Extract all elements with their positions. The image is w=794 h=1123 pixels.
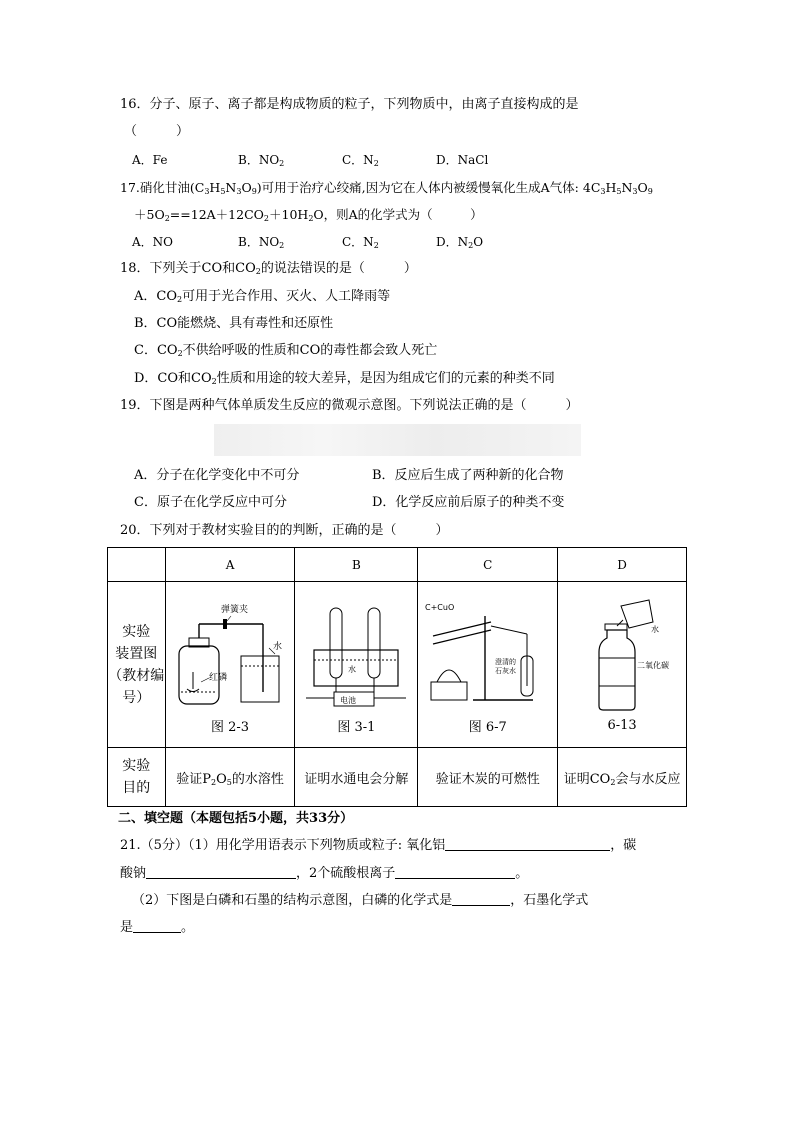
purpose-a: 验证$P_2O_5$的水溶性 — [165, 748, 295, 807]
col-header-b: B — [295, 548, 418, 582]
col-header-a: A — [165, 548, 295, 582]
q17-option-c: C．$N_2$ — [342, 235, 379, 250]
label-water-d: 水 — [651, 625, 660, 634]
q16-option-c: C．$N_2$ — [342, 153, 379, 168]
label-red-phosphorus: 红磷 — [209, 673, 228, 683]
answer-blank-graphite[interactable] — [133, 918, 181, 933]
purpose-b: 证明水通电会分解 — [295, 748, 418, 807]
label-limewater-1: 澄清的 — [494, 658, 516, 666]
q18-option-c: C．$CO_2$不供给呼吸的性质和CO的毒性都会致人死亡 — [134, 343, 438, 358]
col-header-d: D — [558, 548, 687, 582]
q19-stem: 19．下图是两种气体单质发生反应的微观示意图。下列说法正确的是（ ） — [120, 398, 579, 413]
label-c-cuo: C+CuO — [424, 603, 454, 612]
q17-option-d: D．$N_2O$ — [436, 235, 484, 250]
q17-stem-cont: $+5O_2==12A+12CO_2+10H_2O$，则A的化学式为（ ） — [134, 207, 483, 223]
table-row-purpose — [108, 748, 687, 807]
label-water-b: 水 — [348, 665, 357, 674]
table-row-apparatus — [108, 582, 687, 748]
label-carbon-dioxide: 二氧化碳 — [637, 661, 670, 670]
apparatus-cell-c — [418, 582, 558, 748]
q17-stem: 17.硝化甘油$(C_3H_5N_3O_9)$可用于治疗心绞痛,因为它在人体内被缓慢氧化生成A气体: $4C_3H_5N_3O_9$ — [120, 180, 653, 196]
label-battery: 电池 — [340, 696, 357, 705]
co2-bottle-figure — [567, 596, 677, 716]
q17-option-b: B．$NO_2$ — [238, 235, 285, 250]
q16-option-d: D．NaCl — [436, 153, 489, 167]
q19-option-c: C．原子在化学反应中可分 — [134, 495, 287, 510]
q18-option-a: A．$CO_2$可用于光合作用、灭火、人工降雨等 — [134, 289, 391, 304]
apparatus-cell-b — [295, 582, 418, 748]
q16-answer-paren: （ ） — [124, 124, 190, 139]
q19-option-a: A．分子在化学变化中不可分 — [134, 468, 300, 483]
label-limewater-2: 石灰水 — [494, 667, 516, 675]
purpose-d: 证明$CO_2$会与水反应 — [558, 748, 687, 807]
label-spring-clip: 弹簧夹 — [221, 605, 249, 615]
answer-blank-white-phosphorus[interactable] — [452, 891, 510, 906]
q19-reaction-diagram — [214, 424, 581, 456]
purpose-c: 验证木炭的可燃性 — [418, 748, 558, 807]
col-header-c: C — [418, 548, 558, 582]
experiment-table — [107, 547, 687, 807]
q19-option-d: D．化学反应前后原子的种类不变 — [372, 495, 565, 510]
row-label-apparatus: 实验 装置图 （教材编 号） — [108, 582, 166, 748]
q16-option-b: B．$NO_2$ — [238, 153, 285, 168]
section-2-heading: 二、填空题（本题包括5小题，共33分） — [118, 811, 354, 826]
caption-a: 图 2-3 — [210, 720, 250, 735]
table-corner-cell — [108, 548, 166, 582]
answer-blank-aluminum-oxide[interactable] — [445, 836, 610, 851]
q18-stem: 18．下列关于CO和$CO_2$的说法错误的是（ ） — [120, 261, 417, 276]
q19-option-b: B．反应后生成了两种新的化合物 — [372, 468, 564, 483]
answer-blank-sodium-carbonate[interactable] — [146, 864, 296, 879]
row-label-purpose: 实验 目的 — [108, 748, 166, 807]
phosphorus-apparatus-figure — [171, 594, 289, 714]
caption-b: 图 3-1 — [337, 720, 376, 735]
q21-part2-line2: 是 。 — [120, 920, 195, 935]
apparatus-cell-d — [558, 582, 687, 748]
table-header-row — [108, 548, 687, 582]
caption-c: 图 6-7 — [468, 720, 507, 735]
q18-option-b: B．CO能燃烧、具有毒性和还原性 — [134, 316, 334, 331]
q21-part2-line1: （2）下图是白磷和石墨的结构示意图，白磷的化学式是 ，石墨化学式 — [132, 893, 589, 908]
caption-d: 6-13 — [607, 718, 637, 733]
q18-option-d: D．CO和$CO_2$性质和用途的较大差异，是因为组成它们的元素的种类不同 — [134, 371, 555, 386]
q17-option-a: A．NO — [132, 235, 174, 249]
apparatus-cell-a — [165, 582, 295, 748]
carbon-reduction-figure — [423, 594, 553, 714]
electrolysis-apparatus-figure — [300, 594, 412, 714]
q16-option-a: A．Fe — [132, 153, 168, 167]
q21-part1-line1: 21.（5分）（1）用化学用语表示下列物质或粒子: 氧化铝 ，碳 — [120, 838, 637, 853]
answer-blank-sulfate-ions[interactable] — [395, 864, 515, 879]
q20-stem: 20．下列对于教材实验目的的判断，正确的是（ ） — [120, 523, 449, 538]
label-water-a: 水 — [273, 642, 283, 652]
q21-part1-line2: 酸钠 ，2个硫酸根离子 。 — [120, 866, 529, 881]
q16-stem: 16．分子、原子、离子都是构成物质的粒子，下列物质中，由离子直接构成的是 — [120, 97, 579, 112]
